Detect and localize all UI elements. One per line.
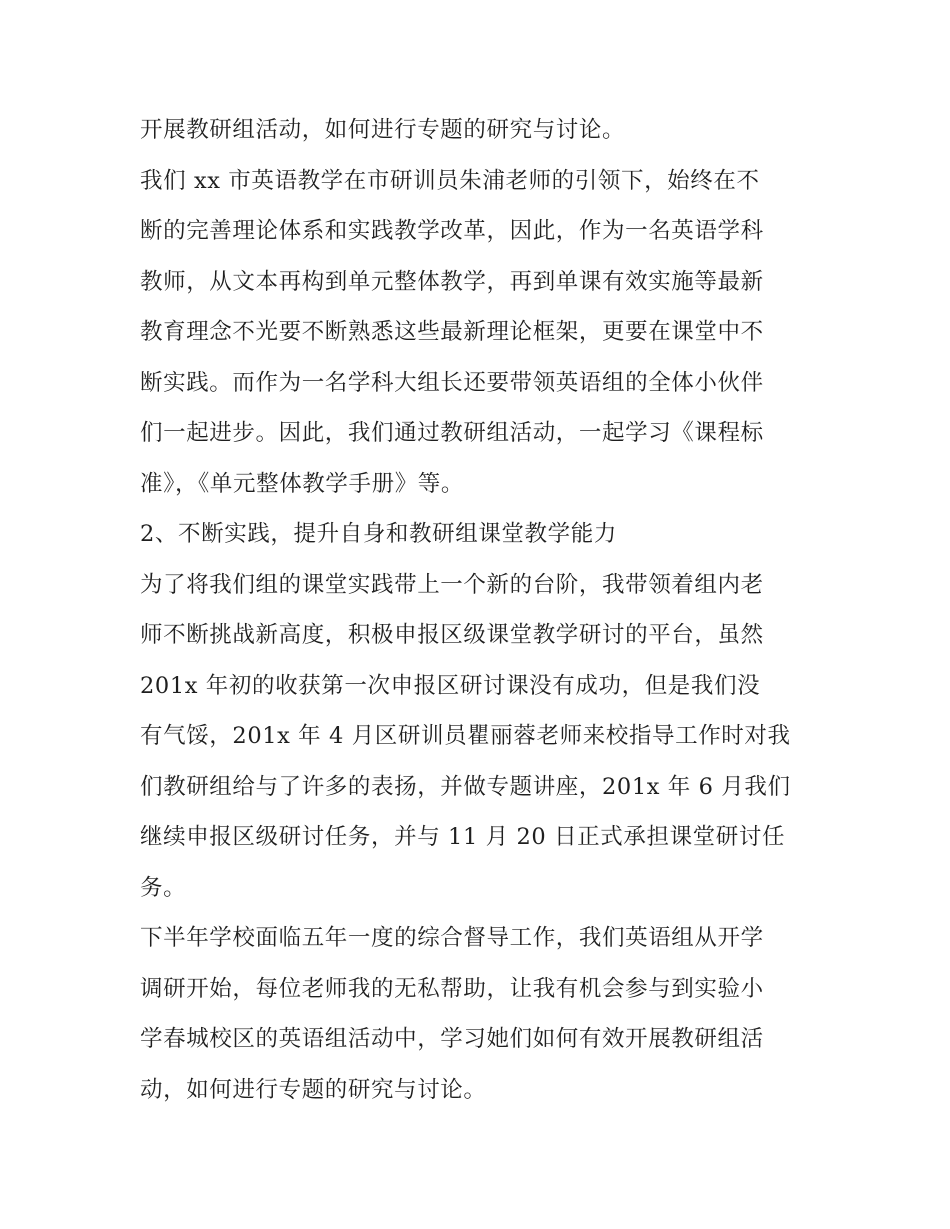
text-line: 开展教研组活动，如何进行专题的研究与讨论。 [140, 117, 626, 143]
text-line: 继续申报区级研讨任务，并与 11 月 20 日正式承担课堂研讨任 [140, 824, 786, 850]
text-line: 201x 年初的收获第一次申报区研讨课没有成功，但是我们没 [140, 672, 761, 699]
text-line: 我们 xx 市英语教学在市研训员朱浦老师的引领下，始终在不 [140, 167, 760, 194]
text-line: 动，如何进行专题的研究与讨论。 [140, 1076, 487, 1103]
section-heading: 2、不断实践，提升自身和教研组课堂教学能力 [140, 521, 617, 547]
text-line: 准》，《单元整体教学手册》等。 [140, 470, 465, 497]
document-body [140, 105, 820, 1115]
text-line: 断实践。而作为一名学科大组长还要带领英语组的全体小伙伴 [140, 369, 764, 396]
text-line: 学春城校区的英语组活动中，学习她们如何有效开展教研组活 [140, 1026, 764, 1052]
text-line: 务。 [140, 874, 187, 901]
text-line: 有气馁，201x 年 4 月区研训员瞿丽蓉老师来校指导工作时对我 [140, 723, 791, 749]
text-line: 断的完善理论体系和实践教学改革，因此，作为一名英语学科 [140, 218, 764, 244]
text-line: 下半年学校面临五年一度的综合督导工作，我们英语组从开学 [140, 925, 764, 951]
text-line: 教育理念不光要不断熟悉这些最新理论框架，更要在课堂中不 [140, 319, 764, 345]
text-line: 师不断挑战新高度，积极申报区级课堂教学研讨的平台，虽然 [140, 622, 764, 648]
text-line: 调研开始，每位老师我的无私帮助，让我有机会参与到实验小 [140, 975, 764, 1002]
text-line: 教师，从文本再构到单元整体教学，再到单课有效实施等最新 [140, 268, 764, 295]
text-line: 们一起进步。因此，我们通过教研组活动，一起学习《课程标 [140, 420, 764, 446]
text-line: 为了将我们组的课堂实践带上一个新的台阶，我带领着组内老 [140, 571, 764, 598]
text-line: 们教研组给与了许多的表扬，并做专题讲座，201x 年 6 月我们 [140, 773, 791, 800]
